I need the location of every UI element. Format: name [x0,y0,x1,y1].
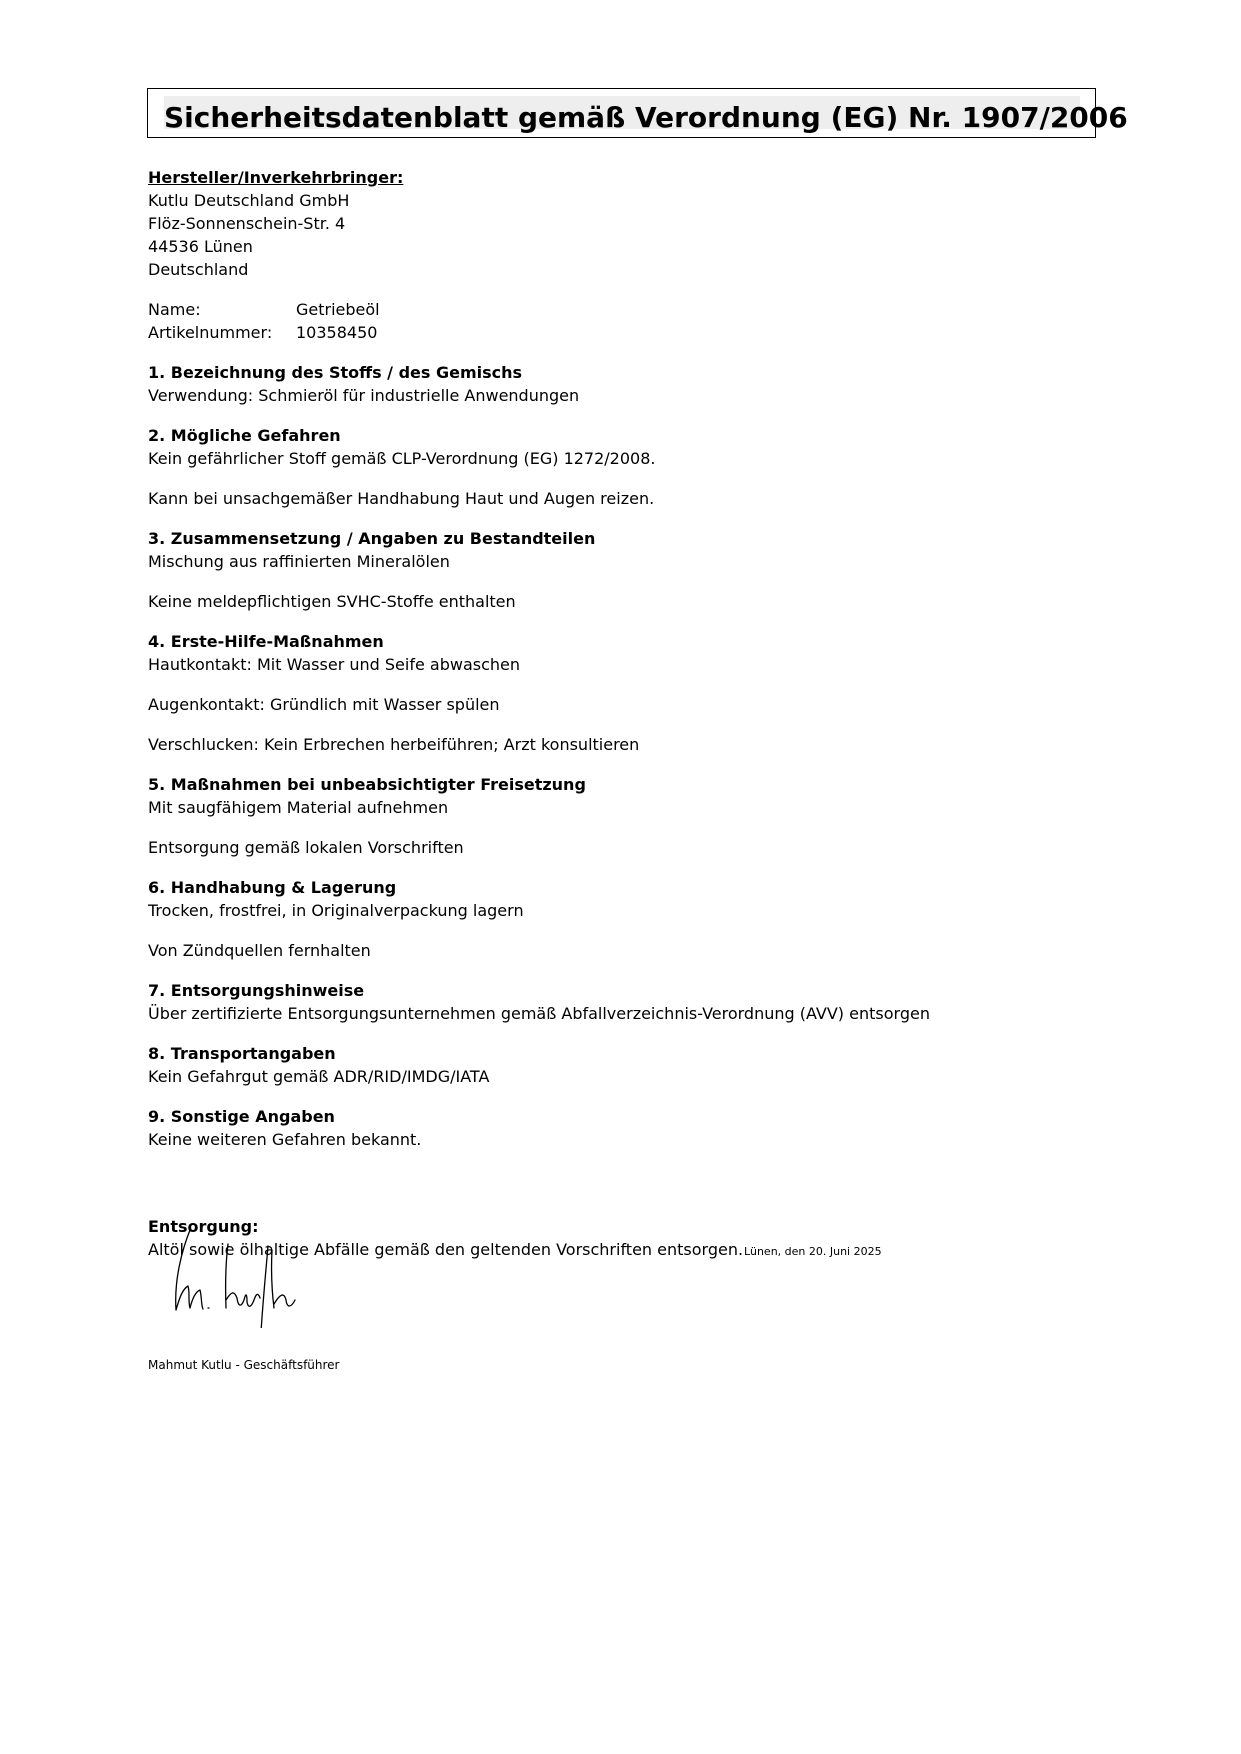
spacer [148,859,1108,876]
spacer [148,1088,1108,1105]
title-background [164,96,1128,134]
section-paragraph: Entsorgung gemäß lokalen Vorschriften [148,838,464,857]
section-paragraph: Mischung aus raffinierten Mineralölen [148,552,450,571]
section-paragraph: Augenkontakt: Gründlich mit Wasser spülen [148,695,500,714]
spacer [148,716,1108,733]
section-title: 9. Sonstige Angaben [148,1107,335,1126]
spacer [148,819,1108,836]
section-title: 8. Transportangaben [148,1044,336,1063]
spacer [148,962,1108,979]
spacer [148,510,1108,527]
section-paragraph: Kann bei unsachgemäßer Handhabung Haut und Augen reizen. [148,489,655,508]
product-name-row [148,298,1108,321]
manufacturer-line: 44536 Lünen [148,237,253,256]
document-title: Sicherheitsdatenblatt gemäß Verordnung (EG) Nr. 1907/2006 [164,101,1128,134]
section-title: 4. Erste-Hilfe-Maßnahmen [148,632,384,651]
section-paragraph: Keine weiteren Gefahren bekannt. [148,1130,422,1149]
signer-name: Mahmut Kutlu - Geschäftsführer [148,1358,340,1372]
disposal-text: Altöl sowie ölhaltige Abfälle gemäß den geltenden Vorschriften entsorgen. [148,1240,744,1259]
article-number-value: 10358450 [296,323,378,342]
manufacturer-line: Flöz-Sonnenschein-Str. 4 [148,214,346,233]
spacer [148,573,1108,590]
disposal-title: Entsorgung: [148,1217,259,1236]
section-paragraph: Trocken, frostfrei, in Originalverpackung lagern [148,901,524,920]
product-name-value: Getriebeöl [296,300,380,319]
section-paragraph: Kein gefährlicher Stoff gemäß CLP-Verordnung (EG) 1272/2008. [148,449,656,468]
section-title: 1. Bezeichnung des Stoffs / des Gemischs [148,363,523,382]
spacer [148,922,1108,939]
section-1 [148,361,1108,407]
section-title: 5. Maßnahmen bei unbeabsichtigter Freisetzung [148,775,586,794]
section-2 [148,424,1108,510]
section-5 [148,773,1108,859]
manufacturer-heading: Hersteller/Inverkehrbringer: [148,168,404,187]
spacer [148,1025,1108,1042]
section-9 [148,1105,1108,1151]
section-paragraph: Verwendung: Schmieröl für industrielle Anwendungen [148,386,580,405]
spacer [148,756,1108,773]
section-paragraph: Von Zündquellen fernhalten [148,941,371,960]
section-paragraph: Keine meldepflichtigen SVHC-Stoffe enthalten [148,592,516,611]
manufacturer-line: Deutschland [148,260,249,279]
article-number-row [148,321,1108,344]
section-paragraph: Kein Gefahrgut gemäß ADR/RID/IMDG/IATA [148,1067,490,1086]
spacer [148,407,1108,424]
spacer [148,281,1108,298]
spacer [148,676,1108,693]
manufacturer-block [148,166,1108,281]
manufacturer-line: Kutlu Deutschland GmbH [148,191,350,210]
section-paragraph: Hautkontakt: Mit Wasser und Seife abwaschen [148,655,520,674]
section-title: 3. Zusammensetzung / Angaben zu Bestandteilen [148,529,596,548]
section-6 [148,876,1108,962]
section-title: 7. Entsorgungshinweise [148,981,365,1000]
article-number-label: Artikelnummer: [148,323,273,342]
spacer [148,613,1108,630]
section-3 [148,527,1108,613]
section-title: 6. Handhabung & Lagerung [148,878,397,897]
spacer [148,470,1108,487]
section-paragraph: Mit saugfähigem Material aufnehmen [148,798,449,817]
section-4 [148,630,1108,756]
section-8 [148,1042,1108,1088]
signature-strokes [176,1230,295,1328]
section-7 [148,979,1108,1025]
section-paragraph: Über zertifizierte Entsorgungsunternehmen gemäß Abfallverzeichnis-Verordnung (AVV) entsorgen [148,1004,930,1023]
title-box [147,88,1128,138]
product-block [148,298,1108,344]
product-name-label: Name: [148,300,201,319]
place-date: Lünen, den 20. Juni 2025 [744,1245,882,1258]
spacer [148,344,1108,361]
handwritten-signature [168,1220,318,1328]
section-title: 2. Mögliche Gefahren [148,426,341,445]
document-body [148,166,1108,1151]
section-paragraph: Verschlucken: Kein Erbrechen herbeiführen; Arzt konsultieren [148,735,640,754]
